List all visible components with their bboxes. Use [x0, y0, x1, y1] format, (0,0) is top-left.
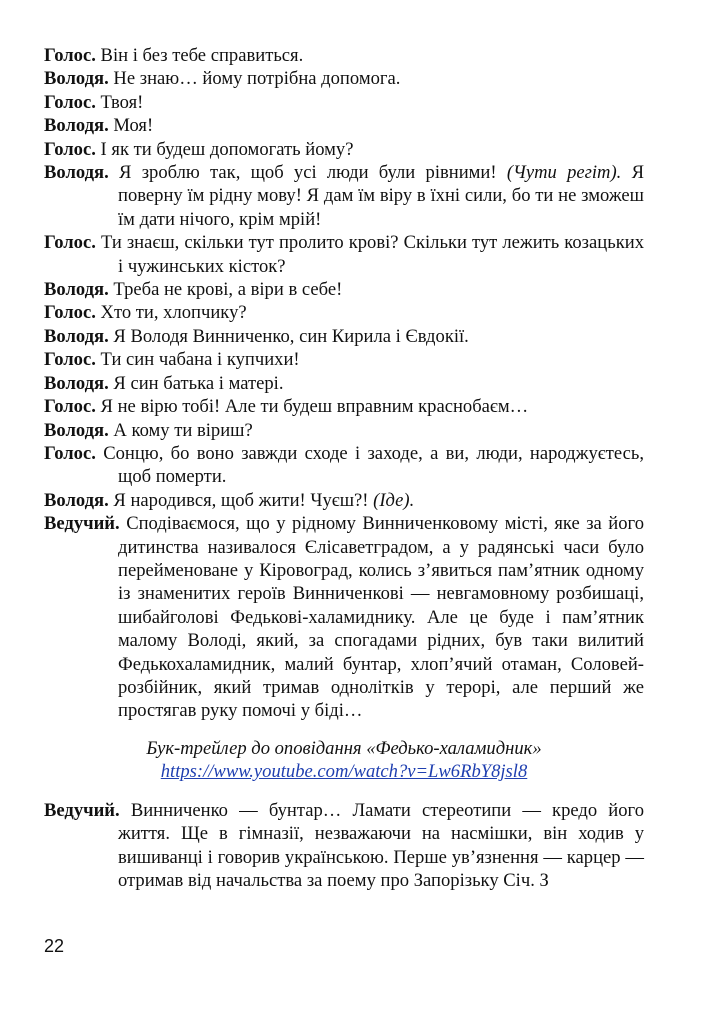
closing-paragraph	[44, 799, 644, 893]
speaker-label: Голос.	[44, 91, 96, 113]
speech-text: Винниченко — бунтар… Ламати стереотипи — кредо його життя. Ще в гімназії, незважаючи на насмішки, він ходив у вишиванці і говорив українською. Перше ув’язнення — карцер — отримав від начальства за поему про Запорізьку Січ. З	[118, 799, 644, 891]
document-page	[44, 44, 644, 892]
dialogue-entry	[44, 395, 644, 418]
dialogue-entry	[44, 231, 644, 278]
speaker-label: Голос.	[44, 349, 96, 371]
speech-text: Хто ти, хлопчику?	[100, 302, 247, 324]
speech-text: Не знаю… йому потрібна допомога.	[113, 68, 401, 90]
dialogue-entry	[44, 278, 644, 301]
speech-text: Я зроблю так, щоб усі люди були рівними!	[119, 162, 497, 184]
speech-text: Сонцю, бо воно завжди сходе і заходе, а ви, люди, народжуєтесь, щоб померти.	[103, 442, 644, 488]
speaker-label: Володя.	[44, 372, 109, 394]
speaker-label: Голос.	[44, 442, 96, 464]
youtube-link[interactable]: https://www.youtube.com/watch?v=Lw6RbY8jsl8	[160, 760, 528, 782]
speech-text: Я син батька і матері.	[113, 372, 284, 394]
speaker-label: Ведучий.	[44, 513, 120, 535]
speech-text: Треба не крові, а віри в себе!	[113, 279, 343, 301]
speaker-label: Володя.	[44, 325, 109, 347]
dialogue-entry	[44, 114, 644, 137]
speech-text: Я Володя Винниченко, син Кирила і Євдокії.	[113, 325, 469, 347]
dialogue-entry	[44, 512, 644, 723]
speaker-label: Ведучий.	[44, 799, 120, 821]
speech-text: Він і без тебе справиться.	[100, 45, 304, 66]
speaker-label: Голос.	[44, 138, 96, 160]
speaker-label: Володя.	[44, 162, 109, 184]
dialogue-entry	[44, 325, 644, 348]
speaker-label: Голос.	[44, 396, 96, 418]
stage-direction: (Іде).	[373, 489, 415, 511]
speech-text: І як ти будеш допомогать йому?	[100, 138, 354, 160]
dialogue-block	[44, 44, 644, 723]
speech-text: Ти знаєш, скільки тут пролито крові? Скільки тут лежить козацьких і чужинських кісток?	[100, 232, 644, 277]
dialogue-entry	[44, 419, 644, 442]
speech-text: А кому ти віриш?	[113, 419, 253, 441]
book-trailer-caption: Бук-трейлер до оповідання «Федько-халамидник»	[146, 737, 542, 759]
speaker-label: Голос.	[44, 302, 96, 324]
dialogue-entry	[44, 67, 644, 90]
dialogue-entry	[44, 301, 644, 324]
dialogue-entry	[44, 489, 644, 512]
speaker-label: Володя.	[44, 68, 109, 90]
speaker-label: Володя.	[44, 279, 109, 301]
page-number: 22	[44, 936, 65, 956]
speaker-label: Володя.	[44, 419, 109, 441]
speaker-label: Володя.	[44, 489, 109, 511]
speech-text: Ти син чабана і купчихи!	[100, 349, 300, 371]
dialogue-entry	[44, 91, 644, 114]
speech-text: Я не вірю тобі! Але ти будеш вправним краснобаєм…	[100, 396, 529, 418]
dialogue-entry	[44, 161, 644, 231]
dialogue-entry	[44, 442, 644, 489]
dialogue-entry	[44, 44, 644, 67]
stage-direction: (Чути регіт).	[506, 162, 622, 184]
dialogue-entry	[44, 372, 644, 395]
speech-text: Моя!	[113, 115, 154, 137]
speaker-label: Голос.	[44, 232, 96, 254]
speech-text: Я поверну їм рідну мову! Я дам їм віру в їхні сили, бо ти не зможеш їм дати нічого, крім мрій!	[118, 162, 644, 230]
speaker-label: Голос.	[44, 45, 96, 66]
speech-text: Твоя!	[100, 91, 144, 113]
speech-text: Сподіваємося, що у рідному Винниченковому місті, яке за його дитинства називалося Єлісаветградом, а у радянські часи було перейменоване у Кіровоград, колись з’явиться пам’ятник одному із знаменитих героїв Винниченкові — невгамовному розбишаці, шибайголові Федькові-халамиднику. Але це буде і пам’ятник малому Володі, який, за спогадами рідних, був таки вилитий Федькохаламидник, малий бунтар, хлоп’ячий отаман, Соловей-розбійник, який тримав однолітків у терорі, але перший же простягав руку помочі у біді…	[118, 513, 644, 722]
dialogue-entry	[44, 348, 644, 371]
speaker-label: Володя.	[44, 115, 109, 137]
dialogue-entry	[44, 138, 644, 161]
speech-text: Я народився, щоб жити! Чуєш?!	[113, 489, 369, 511]
book-trailer-block	[44, 737, 644, 783]
